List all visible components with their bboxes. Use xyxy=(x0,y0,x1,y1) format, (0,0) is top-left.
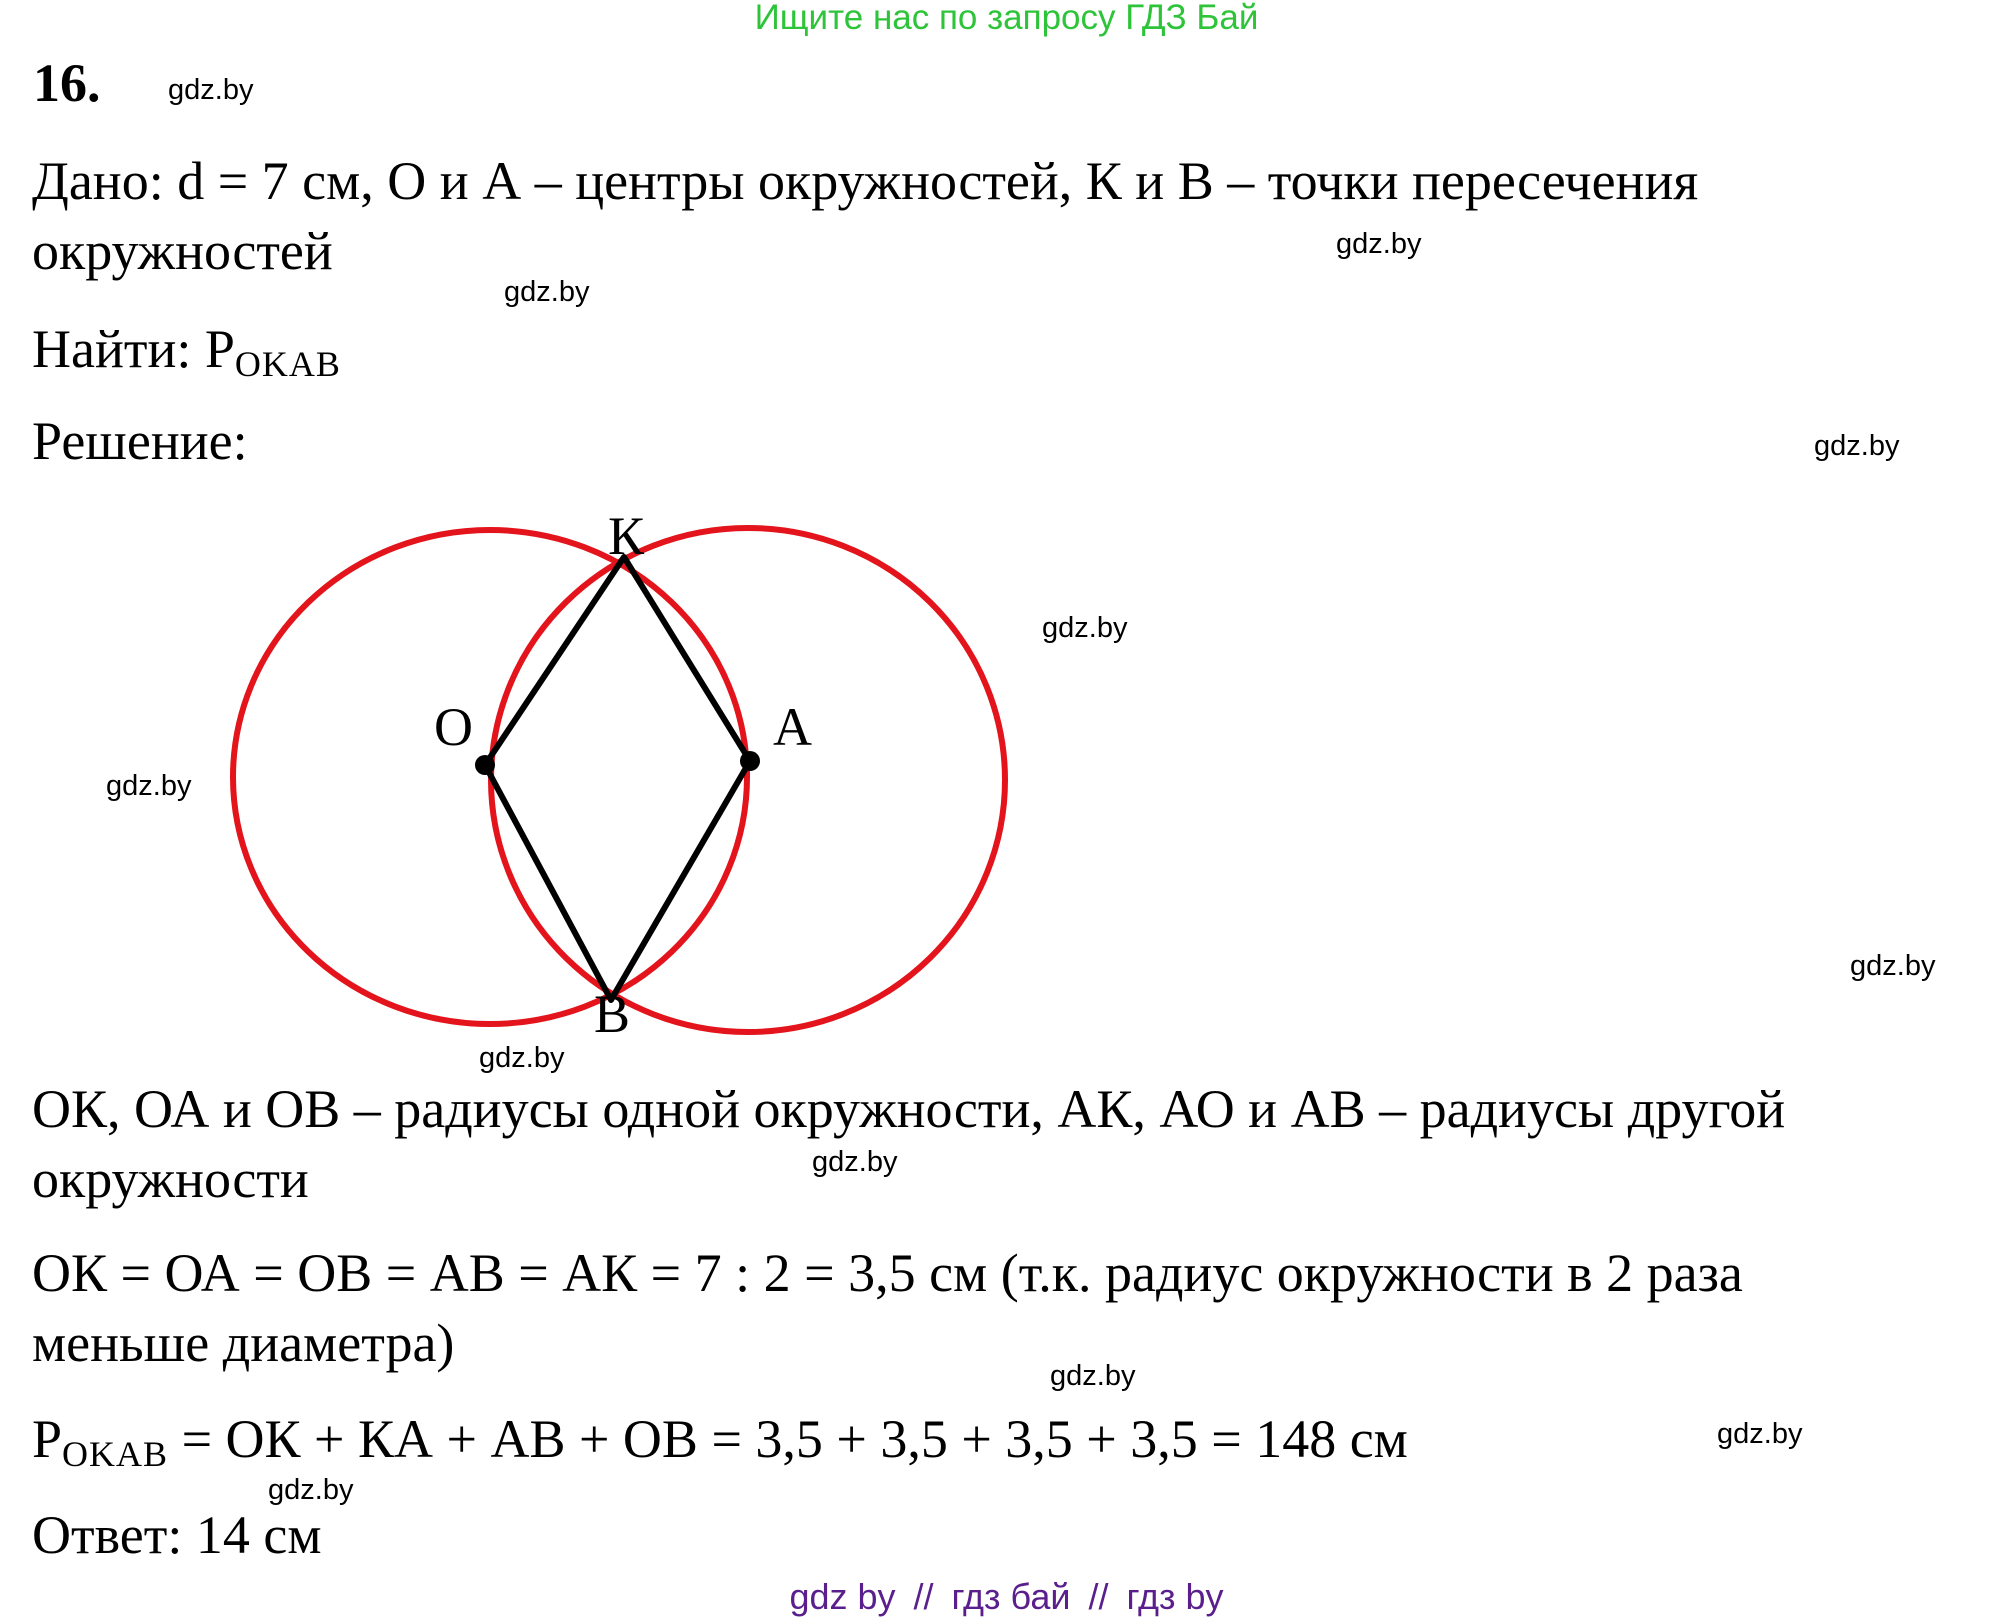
given-line-2: окружностей xyxy=(32,221,333,281)
label-k: К xyxy=(608,506,645,566)
perimeter-equation: = ОК + КА + АВ + ОВ = 3,5 + 3,5 + 3,5 + 3,5 = 148 см xyxy=(168,1409,1408,1469)
point-a xyxy=(740,751,760,771)
watermark: gdz.by xyxy=(1050,1360,1136,1392)
point-o xyxy=(475,755,495,775)
solution-line-2: окружности xyxy=(32,1149,309,1209)
footer-separator: // xyxy=(1088,1576,1109,1617)
solution-line-4: меньше диаметра) xyxy=(32,1313,455,1373)
watermark: gdz.by xyxy=(504,276,590,308)
footer-link-gdz-by-cyr[interactable]: гдз by xyxy=(1126,1576,1224,1617)
watermark: gdz.by xyxy=(168,74,254,106)
watermark: gdz.by xyxy=(479,1042,565,1074)
solution-label: Решение: xyxy=(32,411,248,471)
watermark: gdz.by xyxy=(1814,430,1900,462)
answer-line: Ответ: 14 см xyxy=(32,1505,322,1565)
label-a: А xyxy=(773,697,812,757)
footer-link-gdz-by[interactable]: gdz by xyxy=(789,1576,896,1617)
watermark: gdz.by xyxy=(106,770,192,802)
rhombus-okab xyxy=(485,557,750,1000)
find-prefix: Найти: P xyxy=(32,319,235,379)
find-subscript: OKAB xyxy=(234,344,341,384)
watermark: gdz.by xyxy=(1850,950,1936,982)
given-line-1: Дано: d = 7 см, О и А – центры окружностей, К и В – точки пересечения xyxy=(32,151,1699,211)
footer-link-gdz-bai[interactable]: гдз бай xyxy=(951,1576,1071,1617)
problem-number: 16. xyxy=(33,53,101,113)
watermark: gdz.by xyxy=(812,1146,898,1178)
footer-links xyxy=(0,1576,2013,1618)
watermark: gdz.by xyxy=(1336,228,1422,260)
perimeter-prefix: P xyxy=(32,1409,63,1469)
label-b: В xyxy=(594,984,631,1044)
solution-line-3: ОК = ОА = ОВ = АВ = АК = 7 : 2 = 3,5 см (т.к. радиус окружности в 2 раза xyxy=(32,1243,1743,1303)
watermark: gdz.by xyxy=(268,1474,354,1506)
watermark: gdz.by xyxy=(1717,1418,1803,1450)
footer-separator: // xyxy=(913,1576,934,1617)
solution-line-1: ОК, ОА и ОВ – радиусы одной окружности, АК, АО и АВ – радиусы другой xyxy=(32,1079,1786,1139)
label-o: О xyxy=(434,697,473,757)
top-banner: Ищите нас по запросу ГДЗ Бай xyxy=(754,0,1259,37)
perimeter-subscript: OKAB xyxy=(62,1434,169,1474)
perimeter-line xyxy=(32,1404,1408,1480)
watermark: gdz.by xyxy=(1042,612,1128,644)
